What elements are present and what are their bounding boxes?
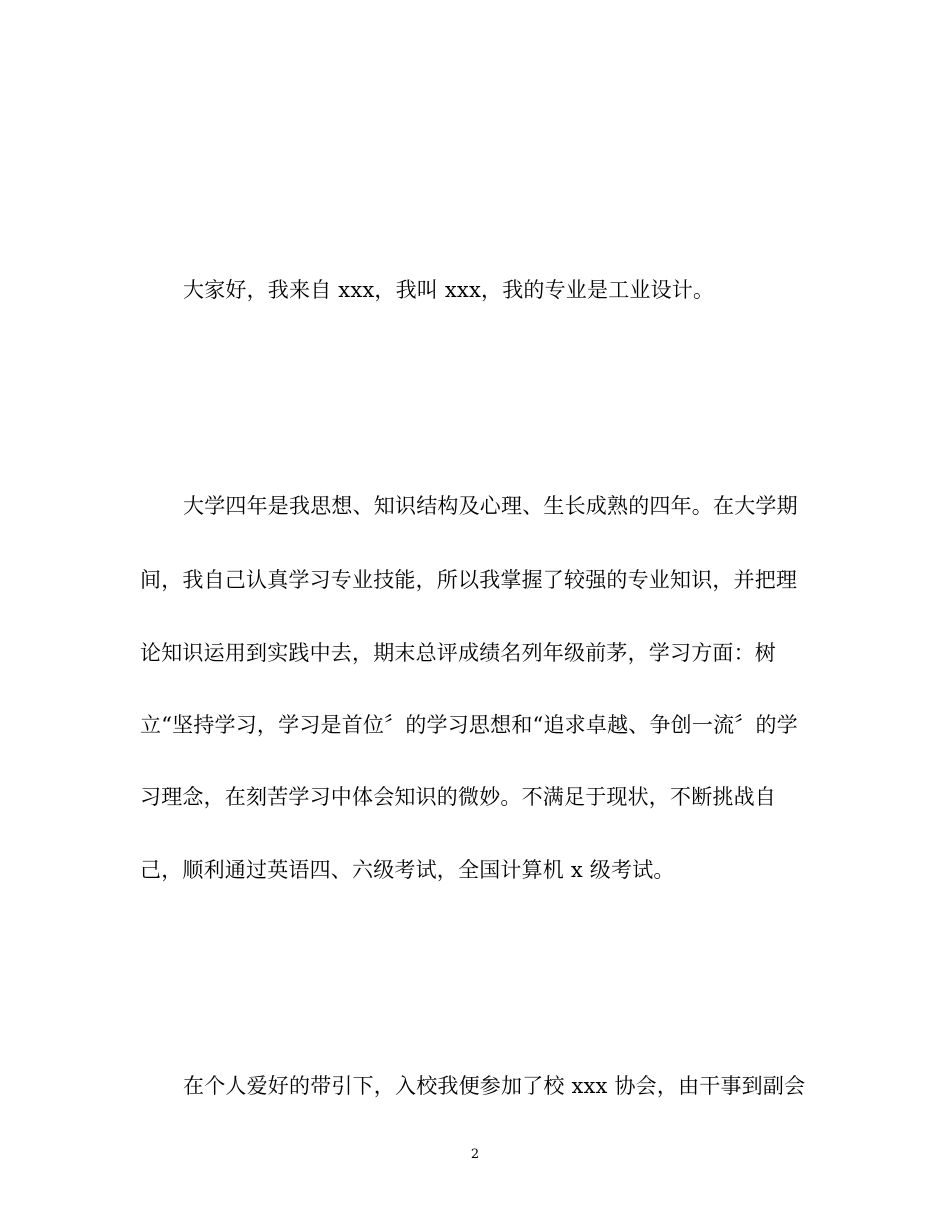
paragraph-2-line-2: 间，我自己认真学习专业技能，所以我掌握了较强的专业知识，并把理 [140,568,798,592]
paragraph-1-line-1: 大家好，我来自 xxx，我叫 xxx，我的专业是工业设计。 [183,278,715,302]
paragraph-2-line-6: 己，顺利通过英语四、六级考试，全国计算机 x 级考试。 [140,858,675,882]
paragraph-2-line-5: 习理念，在刻苦学习中体会知识的微妙。不满足于现状，不断挑战自 [140,785,776,809]
page-number: 2 [470,1147,480,1162]
paragraph-3-line-1: 在个人爱好的带引下，入校我便参加了校 xxx 协会，由干事到副会 [183,1074,806,1098]
paragraph-2-line-4: 立“坚持学习，学习是首位〞的学习思想和“追求卓越、争创一流〞的学 [140,713,798,737]
paragraph-2-line-1: 大学四年是我思想、知识结构及心理、生长成熟的四年。在大学期 [183,494,798,518]
paragraph-2-line-3: 论知识运用到实践中去，期末总评成绩名列年级前茅，学习方面：树 [140,641,776,665]
